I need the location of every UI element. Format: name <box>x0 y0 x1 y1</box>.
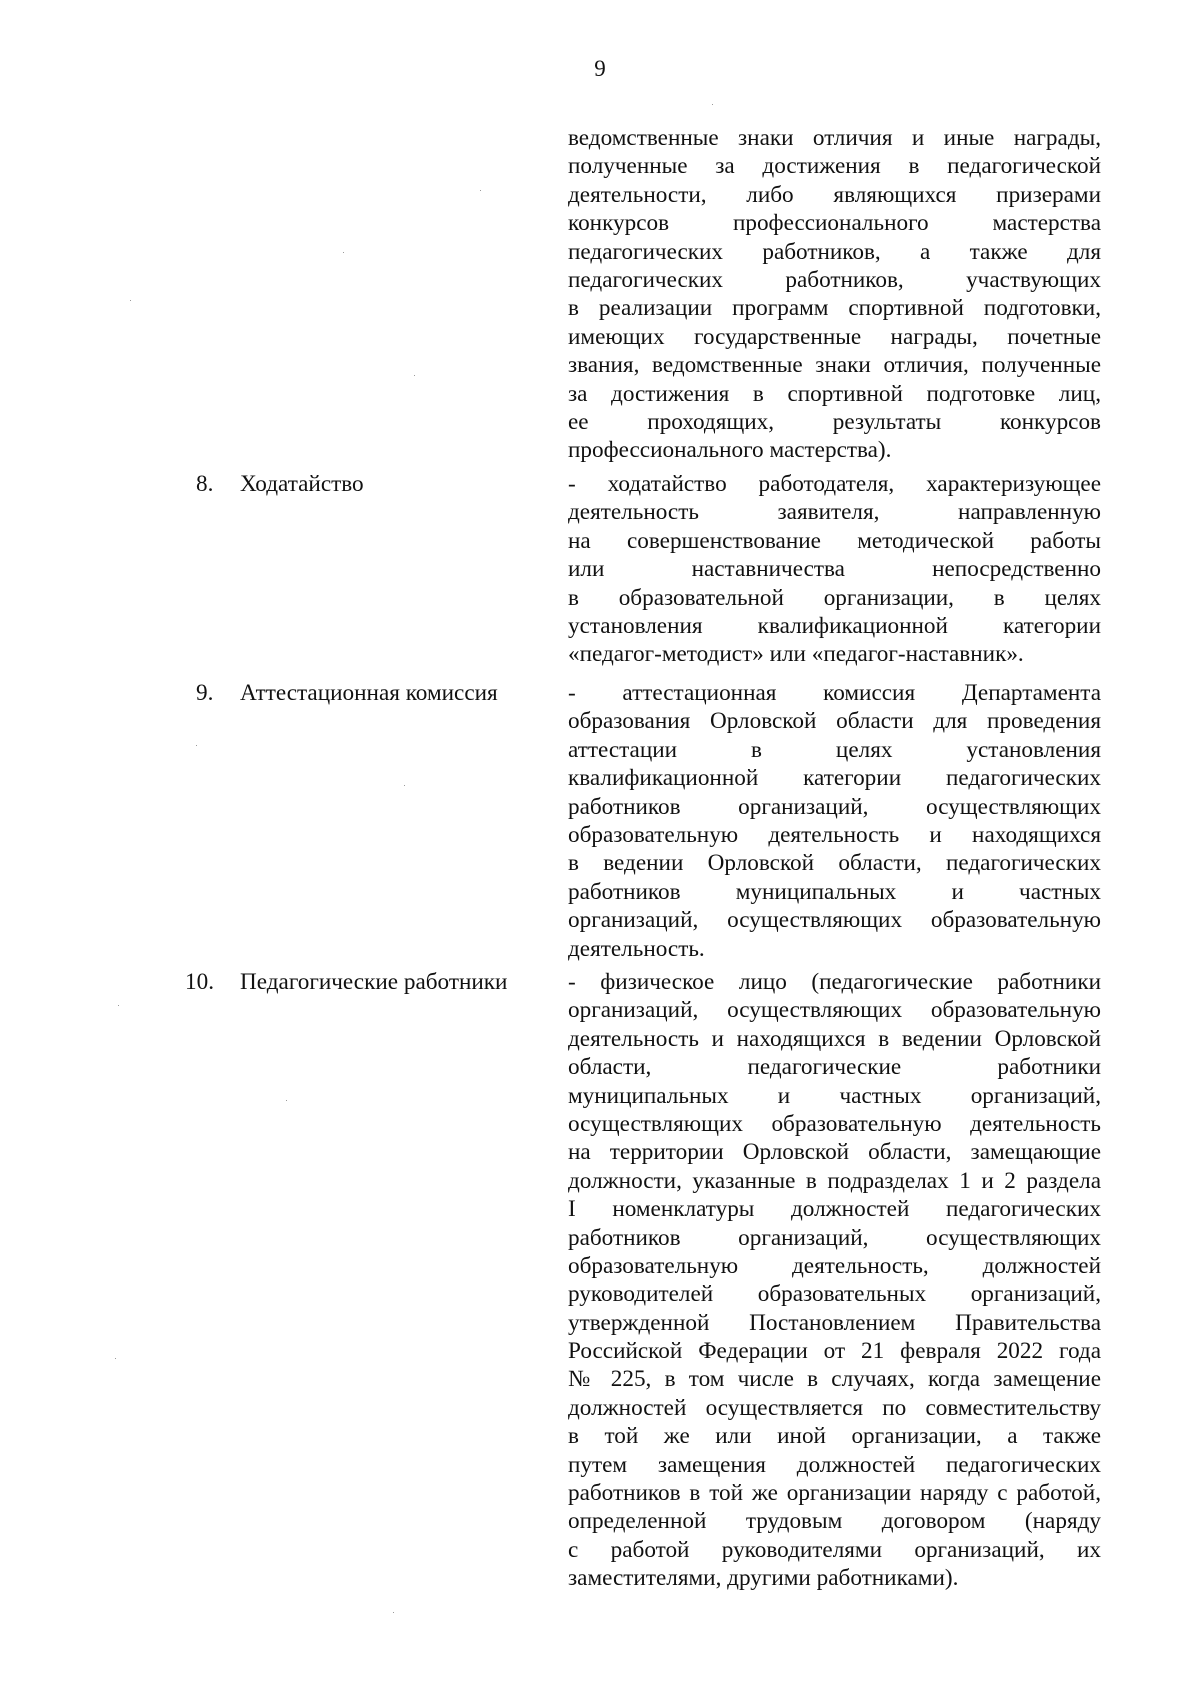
scan-speck <box>196 745 197 746</box>
scan-speck <box>286 1100 287 1101</box>
definition-line: образования Орловской области для проведения <box>568 708 1101 735</box>
definition-line: на территории Орловской области, замещающие <box>568 1139 1101 1166</box>
definition-line: № 225, в том числе в случаях, когда замещение <box>568 1366 1101 1393</box>
definition-line: «педагог-методист» или «педагог-наставник». <box>568 641 1024 668</box>
scan-speck <box>404 785 405 786</box>
definition-line: квалификационной категории педагогических <box>568 765 1101 792</box>
definition-line: деятельность и находящихся в ведении Орловской <box>568 1025 1101 1052</box>
definition-line: I номенклатуры должностей педагогических <box>568 1196 1101 1223</box>
definition-line: образовательную деятельность и находящихся <box>568 821 1101 848</box>
definition-line: в реализации программ спортивной подготовки, <box>568 295 1101 322</box>
definition-line: педагогических работников, а также для <box>568 238 1101 265</box>
definition-line: должности, указанные в подразделах 1 и 2 раздела <box>568 1167 1101 1194</box>
scan-speck <box>130 300 131 301</box>
definition-line: установления квалификационной категории <box>568 612 1101 639</box>
definition-line: деятельность заявителя, направленную <box>568 499 1101 526</box>
definition-line: с работой руководителями организаций, их <box>568 1536 1101 1563</box>
definition-line: организаций, осуществляющих образовательную <box>568 907 1101 934</box>
term-name-9: Аттестационная комиссия <box>240 680 498 706</box>
definition-line: руководителей образовательных организаций, <box>568 1281 1101 1308</box>
definition-line: или наставничества непосредственно <box>568 556 1101 583</box>
definition-line: определенной трудовым договором (наряду <box>568 1508 1101 1535</box>
term-name-8: Ходатайство <box>240 471 364 497</box>
definition-line: в той же или иной организации, а также <box>568 1423 1101 1450</box>
definition-line: за достижения в спортивной подготовке лиц, <box>568 380 1101 407</box>
definition-line: муниципальных и частных организаций, <box>568 1082 1101 1109</box>
scan-speck <box>393 1612 394 1613</box>
definition-line: работников организаций, осуществляющих <box>568 793 1101 820</box>
scan-speck <box>343 252 344 253</box>
definition-line: организаций, осуществляющих образовательную <box>568 997 1101 1024</box>
scan-speck <box>118 1005 119 1006</box>
definition-line: осуществляющих образовательную деятельность <box>568 1110 1101 1137</box>
scan-speck <box>115 1358 116 1359</box>
term-number-8: 8. <box>196 471 214 497</box>
term-definition-10 <box>568 968 1101 1593</box>
scan-speck <box>712 104 713 105</box>
definition-line: полученные за достижения в педагогической <box>568 153 1101 180</box>
term-number-9: 9. <box>196 680 214 706</box>
definition-line: ее проходящих, результаты конкурсов <box>568 408 1101 435</box>
definition-line: работников организаций, осуществляющих <box>568 1224 1101 1251</box>
definition-line: звания, ведомственные знаки отличия, полученные <box>568 352 1101 379</box>
definition-line: аттестации в целях установления <box>568 736 1101 763</box>
definition-line: в образовательной организации, в целях <box>568 584 1101 611</box>
definition-line: путем замещения должностей педагогических <box>568 1451 1101 1478</box>
definition-line: работников в той же организации наряду с работой, <box>568 1480 1101 1507</box>
definition-line: имеющих государственные награды, почетные <box>568 323 1101 350</box>
definition-line: области, педагогические работники <box>568 1054 1101 1081</box>
definition-line: деятельность. <box>568 935 705 962</box>
scan-speck <box>480 190 481 191</box>
definition-line: в ведении Орловской области, педагогических <box>568 850 1101 877</box>
term-number-10: 10. <box>185 969 214 995</box>
definition-line: работников муниципальных и частных <box>568 878 1101 905</box>
definition-line: - ходатайство работодателя, характеризующее <box>568 471 1101 497</box>
page-number: 9 <box>594 56 606 81</box>
definition-line: - аттестационная комиссия Департамента <box>568 680 1101 706</box>
scan-speck <box>414 375 415 376</box>
continuation-definition-text <box>568 124 1101 465</box>
definition-line: образовательную деятельность, должностей <box>568 1252 1101 1279</box>
definition-line: на совершенствование методической работы <box>568 527 1101 554</box>
definition-line: профессионального мастерства). <box>568 437 892 464</box>
definition-line: - физическое лицо (педагогические работники <box>568 969 1101 995</box>
definition-line: заместителями, другими работниками). <box>568 1565 959 1592</box>
definition-line: ведомственные знаки отличия и иные награды, <box>568 125 1101 151</box>
definition-line: утвержденной Постановлением Правительства <box>568 1309 1101 1336</box>
definition-line: педагогических работников, участвующих <box>568 266 1101 293</box>
definition-line: конкурсов профессионального мастерства <box>568 210 1101 237</box>
term-definition-8 <box>568 470 1101 669</box>
definition-line: Российской Федерации от 21 февраля 2022 года <box>568 1338 1101 1365</box>
definition-line: деятельности, либо являющихся призерами <box>568 181 1101 208</box>
definition-line: должностей осуществляется по совместительству <box>568 1394 1101 1421</box>
term-definition-9 <box>568 679 1101 963</box>
term-name-10: Педагогические работники <box>240 969 508 995</box>
